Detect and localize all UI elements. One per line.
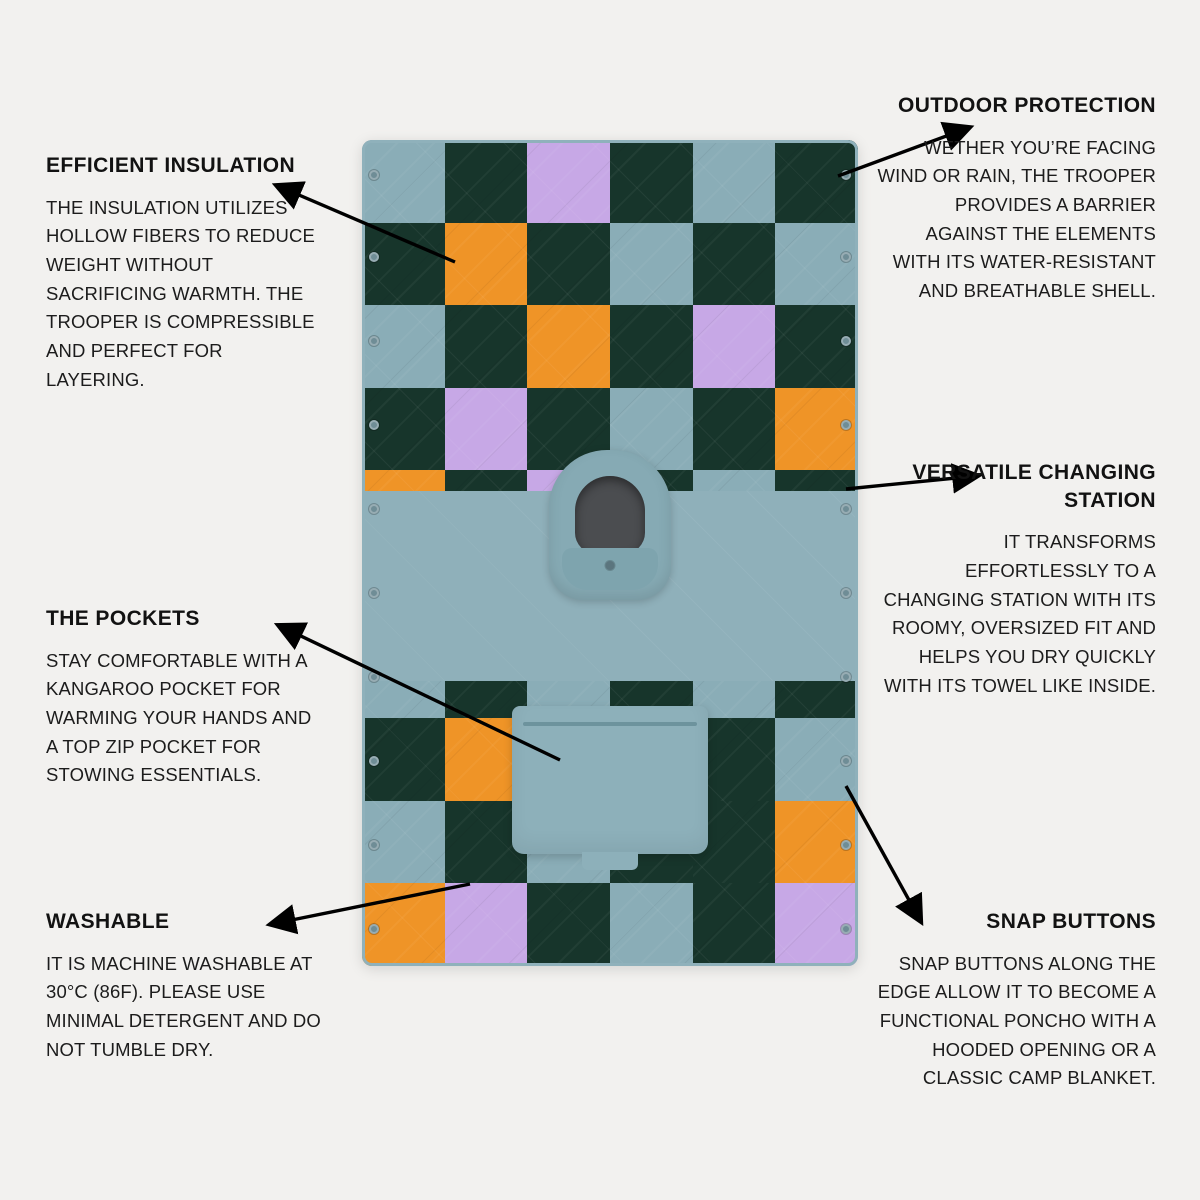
callout-outdoor-protection: [874, 92, 1156, 306]
checker-cell: [445, 223, 528, 306]
callout-body: IT TRANSFORMS EFFORTLESSLY TO A CHANGING STATION WITH ITS ROOMY, OVERSIZED FIT AND HELPS YOU DRY QUICKLY WITH ITS TOWEL LIKE INSIDE.: [883, 531, 1156, 696]
callout-efficient-insulation: [46, 152, 326, 394]
checker-cell: [362, 223, 445, 306]
callout-body: STAY COMFORTABLE WITH A KANGAROO POCKET FOR WARMING YOUR HANDS AND A TOP ZIP POCKET FOR STOWING ESSENTIALS.: [46, 649, 312, 786]
pocket-tab: [582, 852, 638, 870]
checker-cell: [610, 883, 693, 966]
zip-pocket-zipper: [523, 722, 697, 726]
callout-the-pockets: [46, 605, 326, 790]
snap-button: [841, 170, 851, 180]
snap-button: [369, 756, 379, 766]
callout-body: WETHER YOU’RE FACING WIND OR RAIN, THE TROOPER PROVIDES A BARRIER AGAINST THE ELEMENTS WITH ITS WATER-RESISTANT AND BREATHABLE SHELL.: [877, 136, 1156, 302]
checker-cell: [445, 305, 528, 388]
snap-button: [369, 672, 379, 682]
snap-button: [369, 170, 379, 180]
callout-title: OUTDOOR PROTECTION: [897, 94, 1156, 117]
callout-versatile-changing-station: [874, 459, 1156, 700]
checker-cell: [693, 223, 776, 306]
callout-title: THE POCKETS: [46, 607, 200, 630]
checker-cell: [445, 388, 528, 471]
snap-button: [841, 756, 851, 766]
snap-button: [841, 420, 851, 430]
snap-button: [369, 336, 379, 346]
checker-cell: [775, 305, 858, 388]
checker-cell: [775, 140, 858, 223]
hood-opening: [575, 476, 645, 554]
checker-cell: [693, 388, 776, 471]
callout-title: VERSATILE CHANGING STATION: [912, 461, 1156, 512]
checker-cell: [775, 223, 858, 306]
callout-title: SNAP BUTTONS: [986, 910, 1156, 933]
snap-button: [369, 588, 379, 598]
checker-cell: [527, 883, 610, 966]
blanket: [362, 140, 858, 966]
checker-cell: [527, 223, 610, 306]
snap-button: [369, 420, 379, 430]
product-image: [362, 140, 858, 966]
checker-cell: [527, 140, 610, 223]
checker-cell: [693, 140, 776, 223]
checker-cell: [693, 883, 776, 966]
snap-button: [841, 840, 851, 850]
snap-button: [841, 924, 851, 934]
kangaroo-pocket: [512, 706, 708, 854]
callout-title: EFFICIENT INSULATION: [46, 154, 296, 177]
checker-cell: [610, 223, 693, 306]
checker-cell: [445, 883, 528, 966]
callout-title: WASHABLE: [46, 910, 170, 933]
hood: [549, 450, 671, 600]
snap-button: [841, 252, 851, 262]
callout-washable: [46, 908, 326, 1064]
snap-button: [369, 840, 379, 850]
callout-body: SNAP BUTTONS ALONG THE EDGE ALLOW IT TO BECOME A FUNCTIONAL PONCHO WITH A HOODED OPENING OR A CLASSIC CAMP BLANKET.: [877, 952, 1156, 1089]
snap-button: [841, 504, 851, 514]
callout-body: THE INSULATION UTILIZES HOLLOW FIBERS TO REDUCE WEIGHT WITHOUT SACRIFICING WARMTH. THE TROOPER IS COMPRESSIBLE AND PERFECT FOR LAYERING.: [46, 196, 316, 390]
snap-button: [841, 336, 851, 346]
checker-cell: [362, 305, 445, 388]
hood-snap-button: [606, 561, 615, 570]
snap-button: [369, 252, 379, 262]
callout-snap-buttons: [874, 908, 1156, 1093]
snap-button: [841, 588, 851, 598]
snap-button: [841, 672, 851, 682]
checker-cell: [527, 305, 610, 388]
snap-button: [369, 504, 379, 514]
checker-cell: [610, 140, 693, 223]
snap-button: [369, 924, 379, 934]
checker-cell: [693, 305, 776, 388]
checker-cell: [610, 305, 693, 388]
checker-cell: [445, 140, 528, 223]
callout-body: IT IS MACHINE WASHABLE AT 30°C (86F). PLEASE USE MINIMAL DETERGENT AND DO NOT TUMBLE DRY.: [46, 952, 321, 1060]
checker-cell: [362, 140, 445, 223]
